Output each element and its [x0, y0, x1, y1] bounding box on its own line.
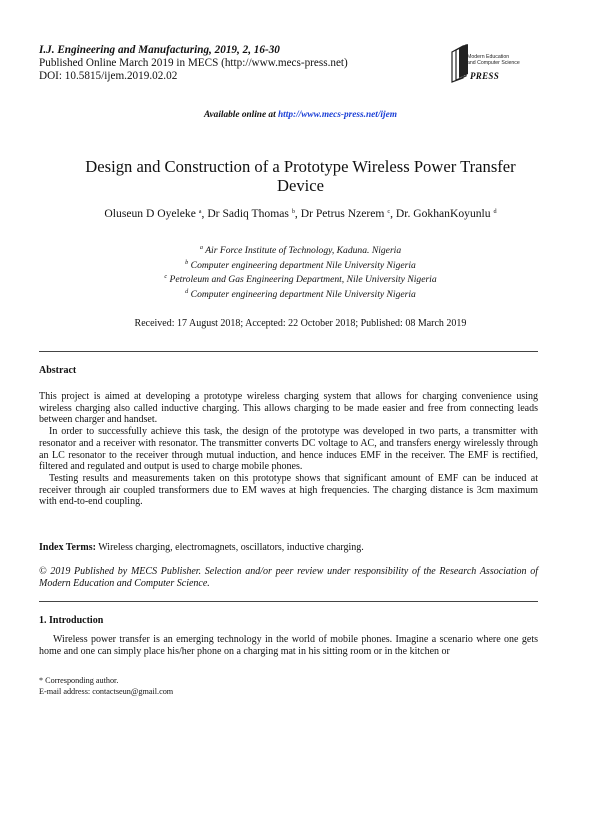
affiliation — [40, 257, 561, 272]
affiliation-text: Computer engineering department Nile University Nigeria — [190, 259, 416, 271]
journal-citation — [39, 44, 348, 57]
author-separator: , — [390, 207, 396, 220]
author-name: Dr Sadiq Thomas — [207, 207, 289, 220]
doi-line: DOI: 10.5815/ijem.2019.02.02 — [39, 70, 178, 82]
email-address: E-mail address: contactseun@gmail.com — [39, 686, 174, 696]
author-separator: , — [201, 207, 208, 220]
affiliation-mark: d — [185, 287, 189, 295]
affiliation-list — [40, 242, 561, 300]
received-dates: Received: 17 August 2018; Accepted: 22 October 2018; Published: 08 March 2019 — [134, 318, 467, 329]
affiliation-mark: a — [199, 244, 203, 251]
logo-line-1: Modern Education — [467, 54, 510, 60]
availability-label: Available online at — [204, 110, 278, 120]
title-line-1: Design and Construction of a Prototype Wireless Power Transfer — [85, 157, 516, 176]
abstract-heading: Abstract — [39, 365, 77, 376]
logo-line-2: and Computer Science — [467, 59, 520, 66]
index-terms-text: Wireless charging, electromagnets, oscillators, inductive charging. — [95, 542, 364, 553]
corresponding-author-note: * Corresponding author. — [39, 676, 119, 685]
introduction-body — [39, 634, 538, 657]
index-terms — [39, 542, 538, 554]
author-mark: b — [291, 208, 295, 215]
published-line: Published Online March 2019 in MECS (http://www.mecs-press.net) — [39, 57, 348, 69]
affiliation-text: Petroleum and Gas Engineering Department, Nile University Nigeria — [169, 274, 437, 286]
availability-line — [0, 110, 601, 120]
affiliation-text: Air Force Institute of Technology, Kaduna. Nigeria — [205, 245, 402, 256]
introduction-heading: 1. Introduction — [39, 615, 104, 626]
author-mark: c — [387, 208, 391, 215]
divider — [39, 601, 538, 602]
abstract-paragraph: This project is aimed at developing a prototype wireless charging system that allows for charging convenience using wireless charging also called inductive charging. This allows charging to be made easier and free from connecting leads between charger and handset. — [39, 391, 538, 426]
author-separator: , — [294, 207, 301, 220]
abstract-paragraph: In order to successfully achieve this task, the design of the prototype was developed in two parts, a transmitter with resonator and a receiver with resonator. The transmitter converts DC voltage to AC, and transfers energy wirelessly through an LC resonator to the receiver through mutual induction, and hence induces EMF in the receiver. The EMF is rectified, filtered and regulated and output is used to charge mobile phones. — [39, 426, 538, 473]
journal-title: I.J. Engineering and Manufacturing — [39, 44, 210, 56]
footnote — [39, 676, 173, 697]
author-name: Oluseun D Oyeleke — [104, 207, 196, 220]
affiliation-mark: b — [185, 258, 189, 266]
affiliation-mark: c — [164, 273, 168, 281]
divider — [39, 351, 538, 352]
affiliation-text: Computer engineering department Nile University Nigeria — [190, 288, 416, 300]
title-line-2: Device — [277, 175, 324, 195]
introduction-paragraph: Wireless power transfer is an emerging technology in the world of mobile phones. Imagine a scenario where one gets home and one can simply place his/her phone on a charging mat in his sitting room or in the kitchen or — [39, 634, 538, 657]
author-mark: a — [198, 208, 202, 215]
publisher-logo-text — [467, 55, 520, 66]
index-terms-label: Index Terms: — [39, 542, 96, 553]
paper-title — [40, 158, 561, 195]
affiliation — [40, 271, 561, 286]
logo-press: PRESS — [470, 71, 500, 81]
copyright-notice: © 2019 Published by MECS Publisher. Selection and/or peer review under responsibility of the Research Association of Modern Education and Computer Science. — [39, 566, 538, 589]
journal-issue: , 2019, 2, 16-30 — [209, 44, 280, 56]
abstract-body — [39, 391, 538, 508]
author-list — [40, 207, 561, 220]
affiliation — [40, 286, 561, 301]
affiliation — [40, 242, 561, 257]
abstract-paragraph: Testing results and measurements taken on this prototype shows that significant amount of EMF can be induced at receiver through air coupled transformers due to EM waves at high frequencies. The charging distance is 3cm maximum with end-to-end coupling. — [39, 472, 538, 508]
author-name: Dr Petrus Nzerem — [300, 207, 385, 220]
journal-link[interactable]: http://www.mecs-press.net/ijem — [277, 110, 397, 120]
author-mark: d — [493, 208, 497, 215]
journal-header — [39, 44, 348, 83]
author-name: Dr. GokhanKoyunlu — [395, 207, 491, 220]
